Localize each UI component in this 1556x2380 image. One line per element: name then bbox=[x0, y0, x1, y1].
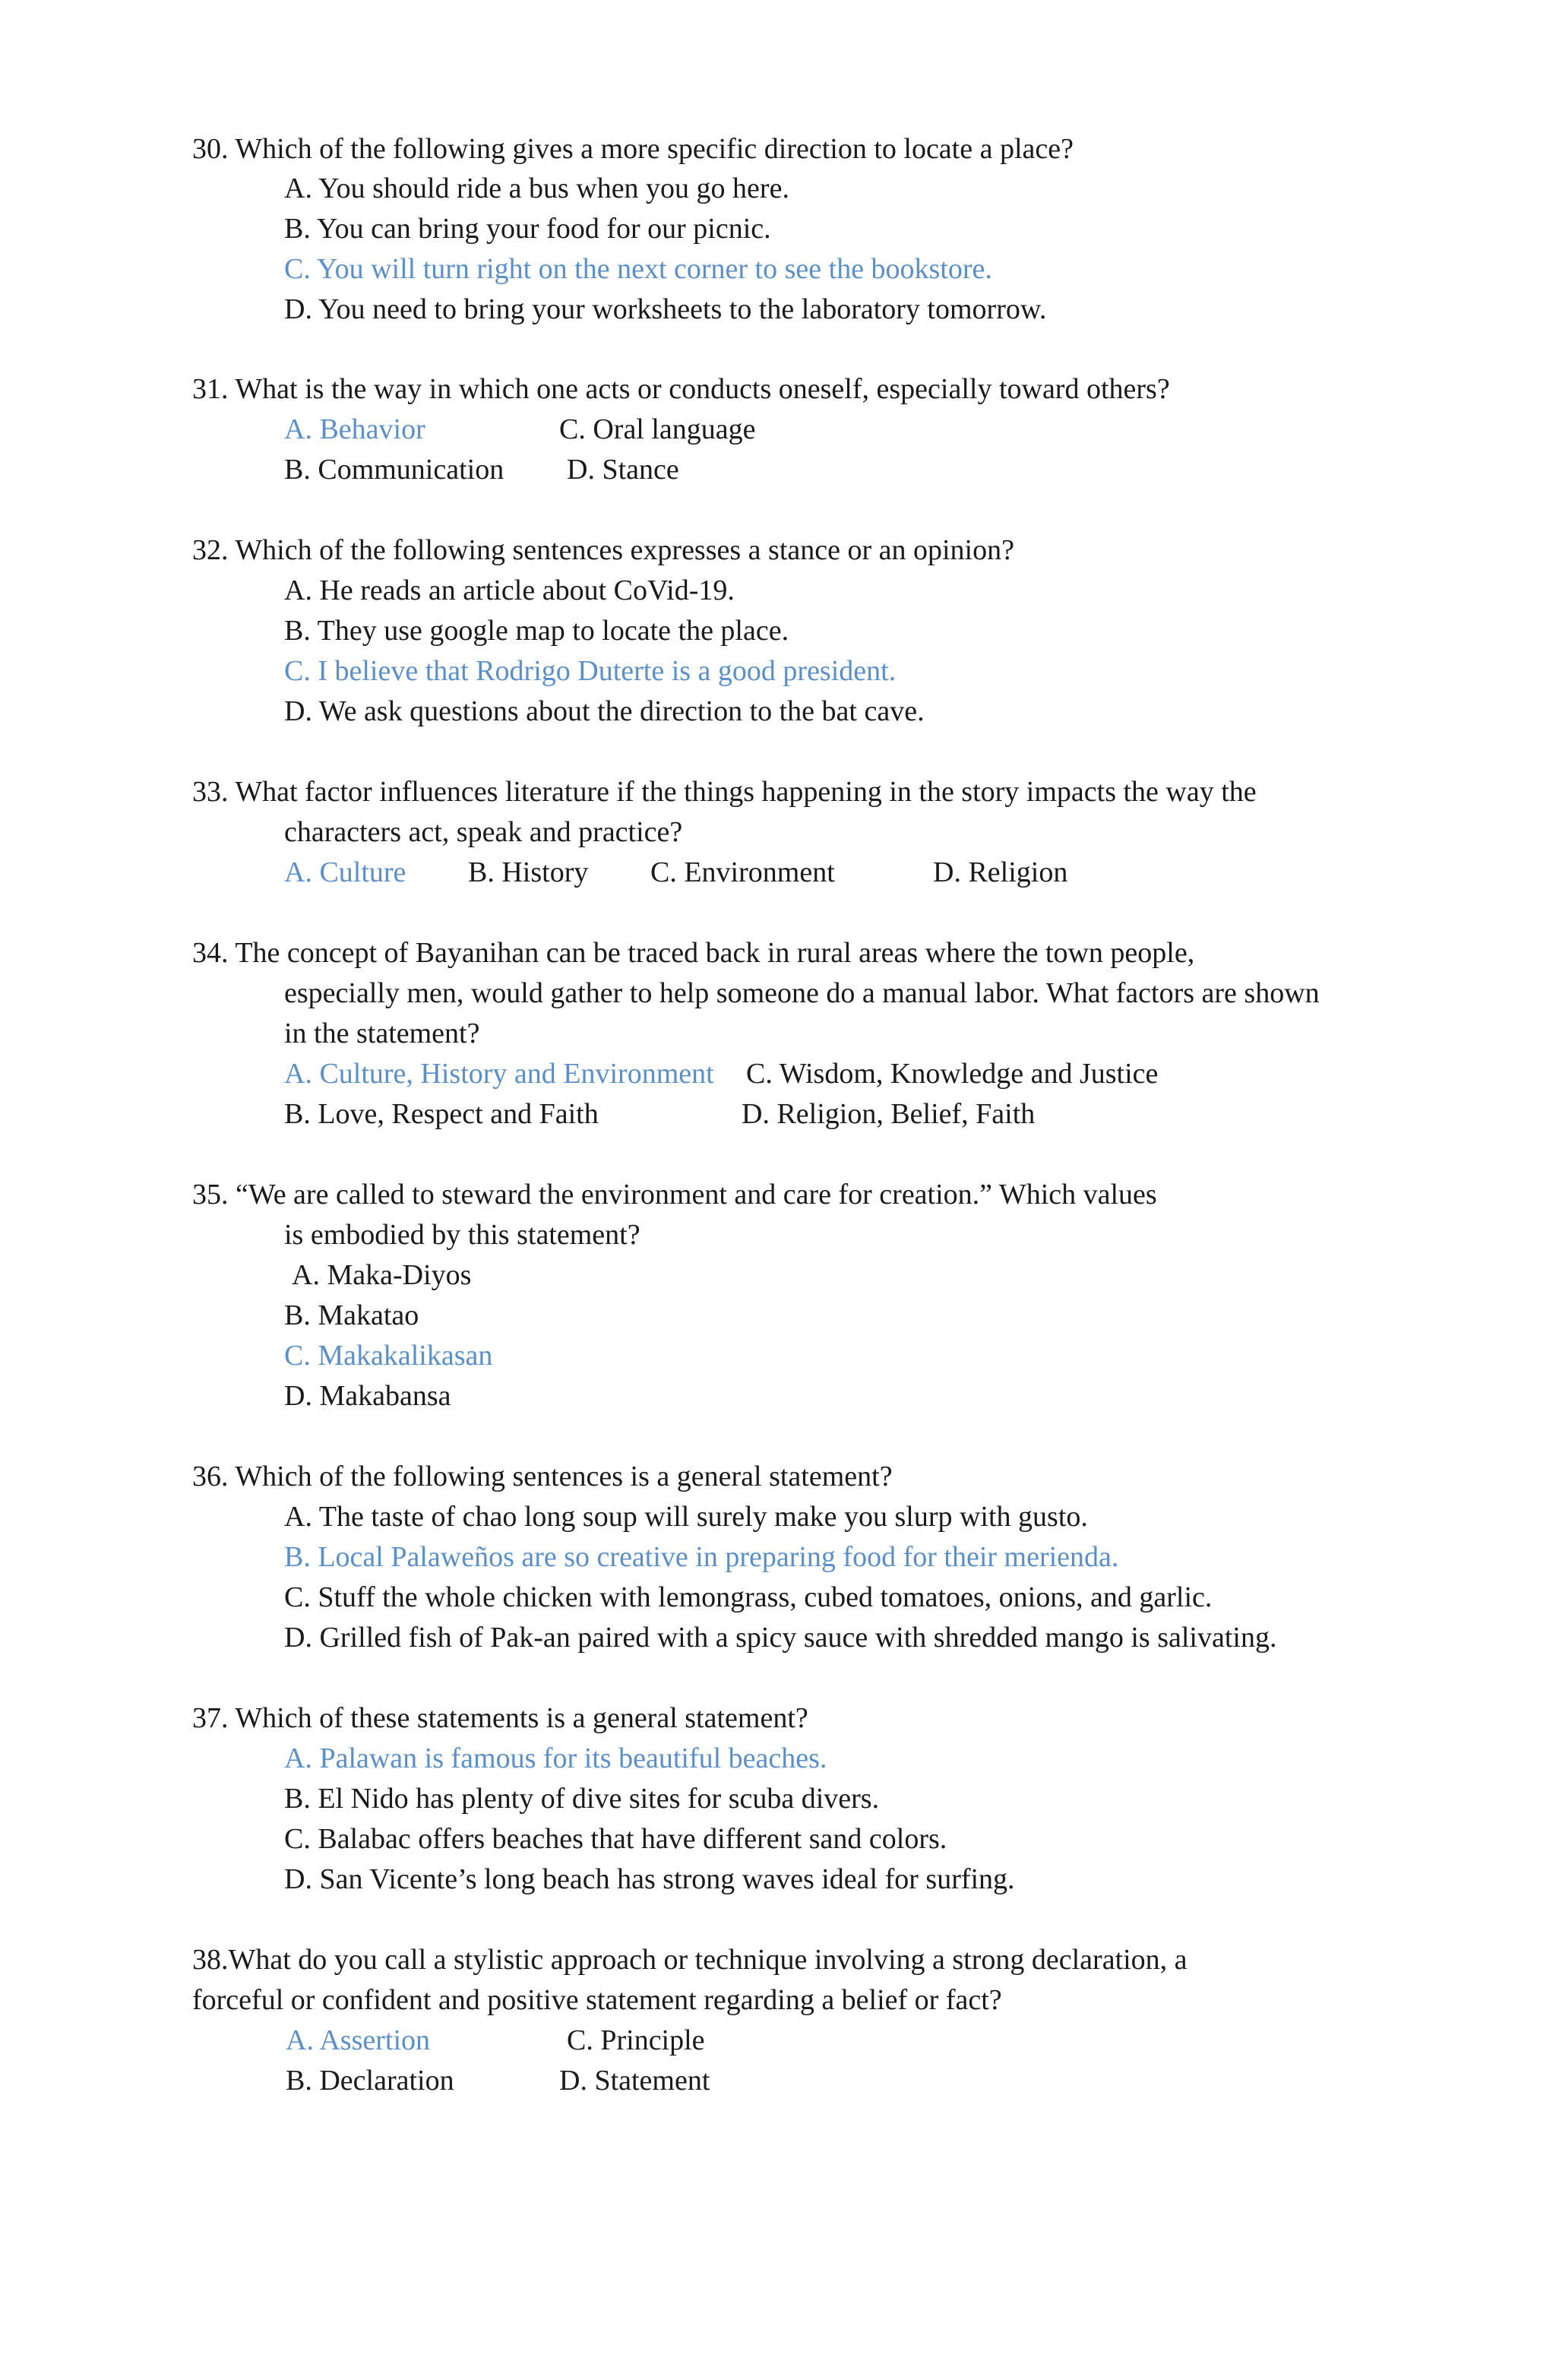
question-37-option-c: C. Balabac offers beaches that have different sand colors. bbox=[284, 1823, 947, 1855]
question-35-option-d: D. Makabansa bbox=[284, 1380, 451, 1412]
question-31-stem: 31. What is the way in which one acts or conducts oneself, especially toward others? bbox=[192, 373, 1170, 405]
question-35-option-b: B. Makatao bbox=[284, 1299, 419, 1331]
question-32-option-d: D. We ask questions about the direction to the bat cave. bbox=[284, 695, 925, 727]
question-38-option-a-answer: A. Assertion bbox=[286, 2024, 430, 2056]
question-32-option-b: B. They use google map to locate the place. bbox=[284, 615, 789, 647]
question-36-option-d: D. Grilled fish of Pak-an paired with a spicy sauce with shredded mango is salivating. bbox=[284, 1622, 1277, 1654]
question-30-option-b: B. You can bring your food for our picnic. bbox=[284, 213, 771, 245]
question-31-option-d: D. Stance bbox=[567, 454, 679, 486]
question-38-stem: 38.What do you call a stylistic approach or technique involving a strong declaration, a bbox=[192, 1944, 1188, 1976]
question-33-stem-continued: characters act, speak and practice? bbox=[284, 816, 683, 848]
question-35-stem-continued: is embodied by this statement? bbox=[284, 1219, 640, 1251]
question-34-stem-continued-2: in the statement? bbox=[284, 1018, 480, 1049]
question-36-option-a: A. The taste of chao long soup will surely make you slurp with gusto. bbox=[284, 1501, 1088, 1533]
question-37-option-a-answer: A. Palawan is famous for its beautiful beaches. bbox=[284, 1742, 827, 1774]
question-34-stem: 34. The concept of Bayanihan can be traced back in rural areas where the town people, bbox=[192, 937, 1195, 969]
question-36-stem: 36. Which of the following sentences is a general statement? bbox=[192, 1461, 893, 1492]
question-37-stem: 37. Which of these statements is a general statement? bbox=[192, 1702, 808, 1734]
question-34-option-b: B. Love, Respect and Faith bbox=[284, 1098, 599, 1130]
question-32-stem: 32. Which of the following sentences expresses a stance or an opinion? bbox=[192, 534, 1014, 566]
question-34-stem-continued-1: especially men, would gather to help someone do a manual labor. What factors are shown bbox=[284, 977, 1320, 1009]
question-33-option-b: B. History bbox=[468, 856, 589, 888]
question-36-option-b-answer: B. Local Palaweños are so creative in preparing food for their merienda. bbox=[284, 1541, 1119, 1573]
question-31-option-a-answer: A. Behavior bbox=[284, 413, 425, 445]
question-38-option-d: D. Statement bbox=[559, 2065, 710, 2097]
question-38-option-c: C. Principle bbox=[567, 2024, 705, 2056]
question-32-option-a: A. He reads an article about CoVid-19. bbox=[284, 574, 735, 606]
question-30-option-d: D. You need to bring your worksheets to the laboratory tomorrow. bbox=[284, 293, 1047, 325]
question-33-option-c: C. Environment bbox=[650, 856, 835, 888]
question-33-option-a-answer: A. Culture bbox=[284, 856, 406, 888]
question-35-option-c-answer: C. Makakalikasan bbox=[284, 1340, 493, 1372]
question-38-option-b: B. Declaration bbox=[286, 2065, 454, 2097]
question-32-option-c-answer: C. I believe that Rodrigo Duterte is a good president. bbox=[284, 655, 897, 687]
question-30-option-c-answer: C. You will turn right on the next corner to see the bookstore. bbox=[284, 253, 992, 285]
question-37-option-d: D. San Vicente’s long beach has strong waves ideal for surfing. bbox=[284, 1863, 1015, 1895]
question-31-option-c: C. Oral language bbox=[559, 413, 756, 445]
question-31-option-b: B. Communication bbox=[284, 454, 504, 486]
question-34-option-a-answer: A. Culture, History and Environment bbox=[284, 1058, 714, 1090]
question-35-option-a: A. Maka-Diyos bbox=[292, 1259, 472, 1291]
question-34-option-d: D. Religion, Belief, Faith bbox=[742, 1098, 1036, 1130]
question-34-option-c: C. Wisdom, Knowledge and Justice bbox=[746, 1058, 1159, 1090]
question-33-stem: 33. What factor influences literature if the things happening in the story impacts the way the bbox=[192, 776, 1257, 808]
question-36-option-c: C. Stuff the whole chicken with lemongrass, cubed tomatoes, onions, and garlic. bbox=[284, 1581, 1213, 1613]
question-33-option-d: D. Religion bbox=[933, 856, 1068, 888]
question-37-option-b: B. El Nido has plenty of dive sites for scuba divers. bbox=[284, 1783, 880, 1815]
question-30-stem: 30. Which of the following gives a more specific direction to locate a place? bbox=[192, 133, 1074, 165]
question-30-option-a: A. You should ride a bus when you go here. bbox=[284, 172, 789, 204]
question-38-stem-continued: forceful or confident and positive statement regarding a belief or fact? bbox=[192, 1984, 1002, 2016]
question-35-stem: 35. “We are called to steward the environment and care for creation.” Which values bbox=[192, 1179, 1157, 1211]
